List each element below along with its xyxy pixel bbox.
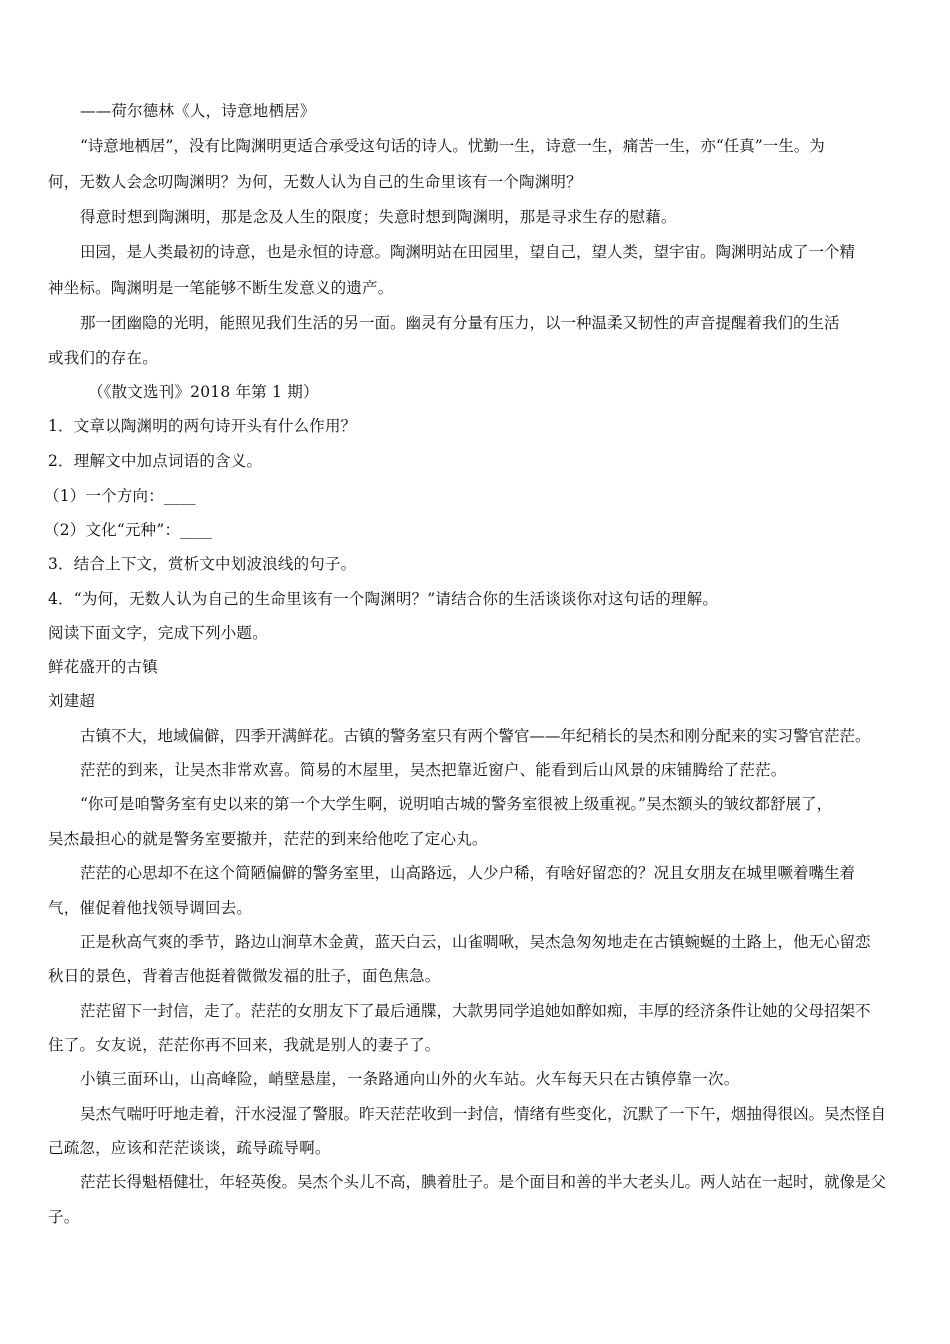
question-1: 1．文章以陶渊明的两句诗开头有什么作用？ (48, 417, 357, 435)
paragraph-line: 正是秋高气爽的季节，路边山涧草木金黄，蓝天白云，山雀啁啾，吴杰急匆匆地走在古镇蜿蜒的土路上，他无心留恋 (80, 933, 871, 951)
paragraph-line: “你可是咱警务室有史以来的第一个大学生啊，说明咱古城的警务室很被上级重视。”吴杰额头的皱纹都舒展了， (80, 795, 833, 813)
question-2: 2．理解文中加点词语的含义。 (48, 452, 263, 470)
story-title: 鲜花盛开的古镇 (48, 658, 158, 676)
story-author: 刘建超 (48, 692, 96, 710)
paragraph-line: 神坐标。陶渊明是一笔能够不断生发意义的遗产。 (48, 279, 394, 297)
question-2-sub-1: （1）一个方向：____ (44, 487, 196, 505)
paragraph-line: 茫茫的到来，让吴杰非常欢喜。简易的木屋里，吴杰把靠近窗户、能看到后山风景的床铺腾给了茫茫。 (80, 761, 787, 779)
paragraph-line: 气，催促着他找领导调回去。 (48, 899, 253, 917)
paragraph-line: 或我们的存在。 (48, 349, 158, 367)
paragraph-line: 古镇不大，地域偏僻，四季开满鲜花。古镇的警务室只有两个警官——年纪稍长的吴杰和刚分配来的实习警官茫茫。 (80, 727, 871, 745)
paragraph-line: 小镇三面环山，山高峰险，峭壁悬崖，一条路通向山外的火车站。火车每天只在古镇停靠一次。 (80, 1070, 740, 1088)
paragraph-line: 己疏忽，应该和茫茫谈谈，疏导疏导啊。 (48, 1139, 331, 1157)
paragraph-line: 吴杰最担心的就是警务室要撤并，茫茫的到来给他吃了定心丸。 (48, 830, 488, 848)
paragraph-line: 吴杰气喘吁吁地走着，汗水浸湿了警服。昨天茫茫收到一封信，情绪有些变化，沉默了一下午，烟抽得很凶。吴杰怪自 (80, 1105, 887, 1123)
reading-instruction: 阅读下面文字，完成下列小题。 (48, 624, 268, 642)
question-4: 4．“为何，无数人认为自己的生命里该有一个陶渊明？”请结合你的生活谈谈你对这句话的理解。 (48, 590, 719, 608)
paragraph-line: 田园，是人类最初的诗意，也是永恒的诗意。陶渊明站在田园里，望自己，望人类，望宇宙。陶渊明站成了一个精 (80, 243, 856, 261)
question-3: 3．结合上下文，赏析文中划波浪线的句子。 (48, 555, 357, 573)
paragraph-line: 那一团幽隐的光明，能照见我们生活的另一面。幽灵有分量有压力，以一种温柔又韧性的声音提醒着我们的生活 (80, 314, 840, 332)
epigraph-attribution: ——荷尔德林《人，诗意地栖居》 (80, 102, 316, 120)
source-citation: （《散文选刊》2018 年第 1 期） (88, 383, 319, 401)
paragraph-line: 茫茫留下一封信，走了。茫茫的女朋友下了最后通牒，大款男同学追她如醉如痴，丰厚的经济条件让她的父母招架不 (80, 1002, 871, 1020)
paragraph-line: “诗意地栖居”，没有比陶渊明更适合承受这句话的诗人。忧勤一生，诗意一生，痛苦一生，亦“任真”一生。为 (80, 137, 825, 155)
paragraph-line: 何，无数人会念叨陶渊明？为何，无数人认为自己的生命里该有一个陶渊明？ (48, 173, 582, 191)
paragraph-line: 茫茫的心思却不在这个简陋偏僻的警务室里，山高路远，人少户稀，有啥好留恋的？况且女朋友在城里噘着嘴生着 (80, 864, 856, 882)
paragraph-line: 茫茫长得魁梧健壮，年轻英俊。吴杰个头儿不高，腆着肚子。是个面目和善的半大老头儿。两人站在一起时，就像是父 (80, 1173, 887, 1191)
paragraph-line: 得意时想到陶渊明，那是念及人生的限度；失意时想到陶渊明，那是寻求生存的慰藉。 (80, 208, 677, 226)
paragraph-line: 住了。女友说，茫茫你再不回来，我就是别人的妻子了。 (48, 1036, 441, 1054)
question-2-sub-2: （2）文化“元种”：____ (44, 521, 213, 539)
paragraph-line: 秋日的景色，背着吉他挺着微微发福的肚子，面色焦急。 (48, 967, 441, 985)
paragraph-line: 子。 (48, 1208, 80, 1226)
